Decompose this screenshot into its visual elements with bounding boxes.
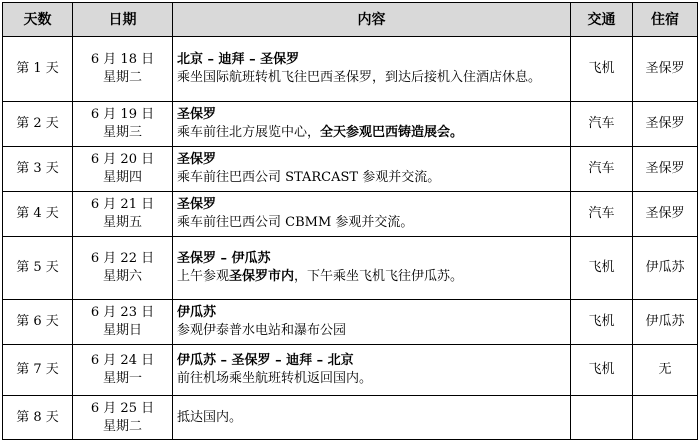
content-cell: [173, 192, 571, 237]
transport-cell: 汽车: [571, 192, 633, 237]
route-text: 伊瓜苏 – 圣保罗 – 迪拜 – 北京: [177, 353, 354, 368]
description-part: 乘车前往北方展览中心，: [177, 125, 321, 140]
date-text: 6 月 25 日: [90, 400, 155, 416]
route-text: 伊瓜苏: [177, 305, 217, 320]
weekday-text: 星期四: [102, 170, 142, 185]
table-row: [3, 300, 698, 345]
route-text: 圣保罗: [177, 107, 217, 122]
header-content: 内容: [173, 3, 571, 37]
day-cell: 第 7 天: [3, 345, 73, 396]
transport-cell: 飞机: [571, 300, 633, 345]
transport-cell: 汽车: [571, 147, 633, 192]
day-cell: 第 3 天: [3, 147, 73, 192]
table-row: [3, 237, 698, 300]
content-cell: [173, 102, 571, 147]
description-text: [177, 69, 566, 87]
lodging-cell: 圣保罗: [633, 102, 698, 147]
description-highlight: 圣保罗市内: [229, 269, 295, 284]
description-part: 乘坐国际航班转机飞往巴西圣保罗，到达后接机入住酒店休息。: [177, 70, 542, 85]
date-text: 6 月 21 日: [90, 197, 155, 212]
description-highlight: 全天参观巴西铸造展会。: [320, 125, 464, 140]
date-text: 6 月 19 日: [90, 107, 155, 122]
header-row: [3, 3, 698, 37]
table-row: [3, 147, 698, 192]
description-text: [177, 268, 566, 286]
day-cell: 第 8 天: [3, 396, 73, 440]
lodging-cell: [633, 396, 698, 440]
day-cell: 第 6 天: [3, 300, 73, 345]
content-cell: [173, 147, 571, 192]
lodging-cell: 伊瓜苏: [633, 237, 698, 300]
description-text: [177, 124, 566, 142]
day-cell: 第 4 天: [3, 192, 73, 237]
day-cell: 第 2 天: [3, 102, 73, 147]
lodging-cell: 无: [633, 345, 698, 396]
weekday-text: 星期六: [102, 269, 142, 284]
content-cell: [173, 345, 571, 396]
header-day: 天数: [3, 3, 73, 37]
description-part: 抵达国内。: [177, 409, 243, 425]
date-cell: [73, 396, 173, 440]
day-cell: 第 5 天: [3, 237, 73, 300]
day-cell: 第 1 天: [3, 37, 73, 102]
date-cell: [73, 102, 173, 147]
route-text: 圣保罗: [177, 197, 217, 212]
description-text: [177, 322, 566, 340]
route-text: 圣保罗 – 伊瓜苏: [177, 251, 271, 266]
weekday-text: 星期日: [102, 323, 142, 338]
date-cell: [73, 345, 173, 396]
description-text: [177, 169, 566, 187]
lodging-cell: 圣保罗: [633, 192, 698, 237]
description-part: 上午参观: [177, 269, 230, 284]
date-text: 6 月 22 日: [90, 251, 155, 266]
table-row: [3, 102, 698, 147]
lodging-cell: 伊瓜苏: [633, 300, 698, 345]
table-row: [3, 396, 698, 440]
transport-cell: 飞机: [571, 345, 633, 396]
date-text: 6 月 23 日: [90, 305, 155, 320]
transport-cell: [571, 396, 633, 440]
date-cell: [73, 237, 173, 300]
weekday-text: 星期五: [102, 215, 142, 230]
weekday-text: 星期一: [102, 371, 142, 386]
content-cell: [173, 300, 571, 345]
date-cell: [73, 147, 173, 192]
weekday-text: 星期二: [102, 418, 142, 434]
description-text: [177, 409, 566, 427]
description-part: 乘车前往巴西公司 STARCAST 参观并交流。: [177, 170, 441, 185]
content-cell: [173, 237, 571, 300]
description-part: ，下午乘坐飞机飞往伊瓜苏。: [294, 269, 464, 284]
weekday-text: 星期三: [102, 125, 142, 140]
content-cell: [173, 396, 571, 440]
weekday-text: 星期二: [102, 70, 142, 85]
date-text: 6 月 18 日: [90, 52, 155, 67]
transport-cell: 汽车: [571, 102, 633, 147]
itinerary-table: [2, 2, 698, 440]
date-cell: [73, 192, 173, 237]
date-cell: [73, 300, 173, 345]
description-part: 前往机场乘坐航班转机返回国内。: [177, 371, 373, 386]
header-lodging: 住宿: [633, 3, 698, 37]
route-text: 圣保罗: [177, 152, 217, 167]
date-text: 6 月 20 日: [90, 152, 155, 167]
content-cell: [173, 37, 571, 102]
date-cell: [73, 37, 173, 102]
lodging-cell: 圣保罗: [633, 147, 698, 192]
description-text: [177, 370, 566, 388]
date-text: 6 月 24 日: [90, 353, 155, 368]
transport-cell: 飞机: [571, 237, 633, 300]
table-row: [3, 192, 698, 237]
description-text: [177, 214, 566, 232]
transport-cell: 飞机: [571, 37, 633, 102]
table-row: [3, 345, 698, 396]
lodging-cell: 圣保罗: [633, 37, 698, 102]
route-text: 北京 – 迪拜 – 圣保罗: [177, 52, 300, 67]
description-part: 乘车前往巴西公司 CBMM 参观并交流。: [177, 215, 414, 230]
header-date: 日期: [73, 3, 173, 37]
table-row: [3, 37, 698, 102]
header-transport: 交通: [571, 3, 633, 37]
description-part: 参观伊泰普水电站和瀑布公园: [177, 323, 347, 338]
